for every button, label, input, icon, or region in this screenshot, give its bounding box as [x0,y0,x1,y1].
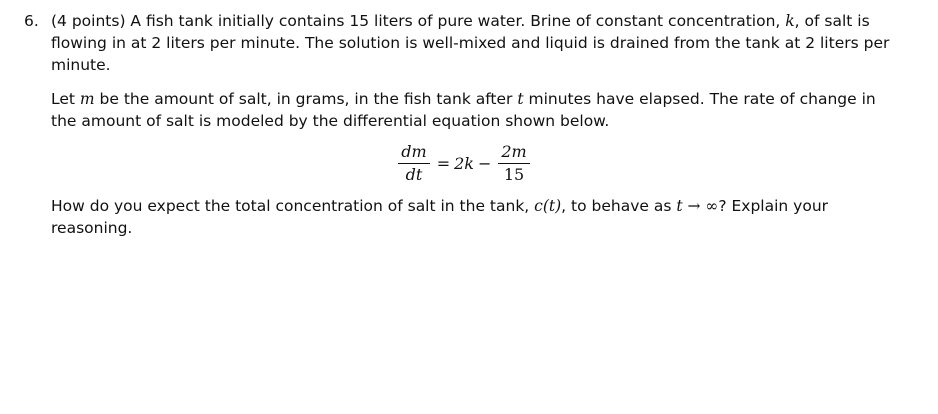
differential-equation [24,142,904,185]
var-k: k [785,12,795,30]
intro-text: (4 points) A fish tank initially contains 15 liters of pure water. Brine of constant concentration, [51,12,786,30]
var-m: m [79,90,95,108]
problem-number: 6. [24,12,39,30]
rhs-numerator: 2m [498,142,529,164]
question-text [24,195,904,239]
expr-c-of-t: c(t) [534,197,562,215]
rhs-denominator: 15 [503,165,525,184]
limit-expression: t → ∞ [676,197,719,215]
intro-text-rest: , of salt is flowing in at 2 liters per minute. The solution is well-mixed and liquid is drained from the tank at 2 liters per minute. [51,12,890,74]
lhs-numerator: dm [398,142,429,164]
minus-sign: − [477,153,492,173]
question-text-c: ? Explain your reasoning. [51,197,829,237]
equals-sign: = [436,153,451,173]
model-description [24,88,904,132]
lhs-denominator: dt [405,165,423,184]
model-text-c: minutes have elapsed. The rate of change in the amount of salt is modeled by the differential equation shown below. [51,90,876,130]
lhs-fraction [398,142,429,185]
term-2k: 2k [454,153,474,173]
var-t: t [517,90,524,108]
model-text-a: Let [51,90,80,108]
model-text-b: be the amount of salt, in grams, in the fish tank after [94,90,518,108]
problem-intro [24,10,904,76]
question-text-a: How do you expect the total concentration of salt in the tank, [51,197,535,215]
problem-6 [24,10,904,239]
question-text-b: , to behave as [561,197,677,215]
rhs-fraction [498,142,529,185]
